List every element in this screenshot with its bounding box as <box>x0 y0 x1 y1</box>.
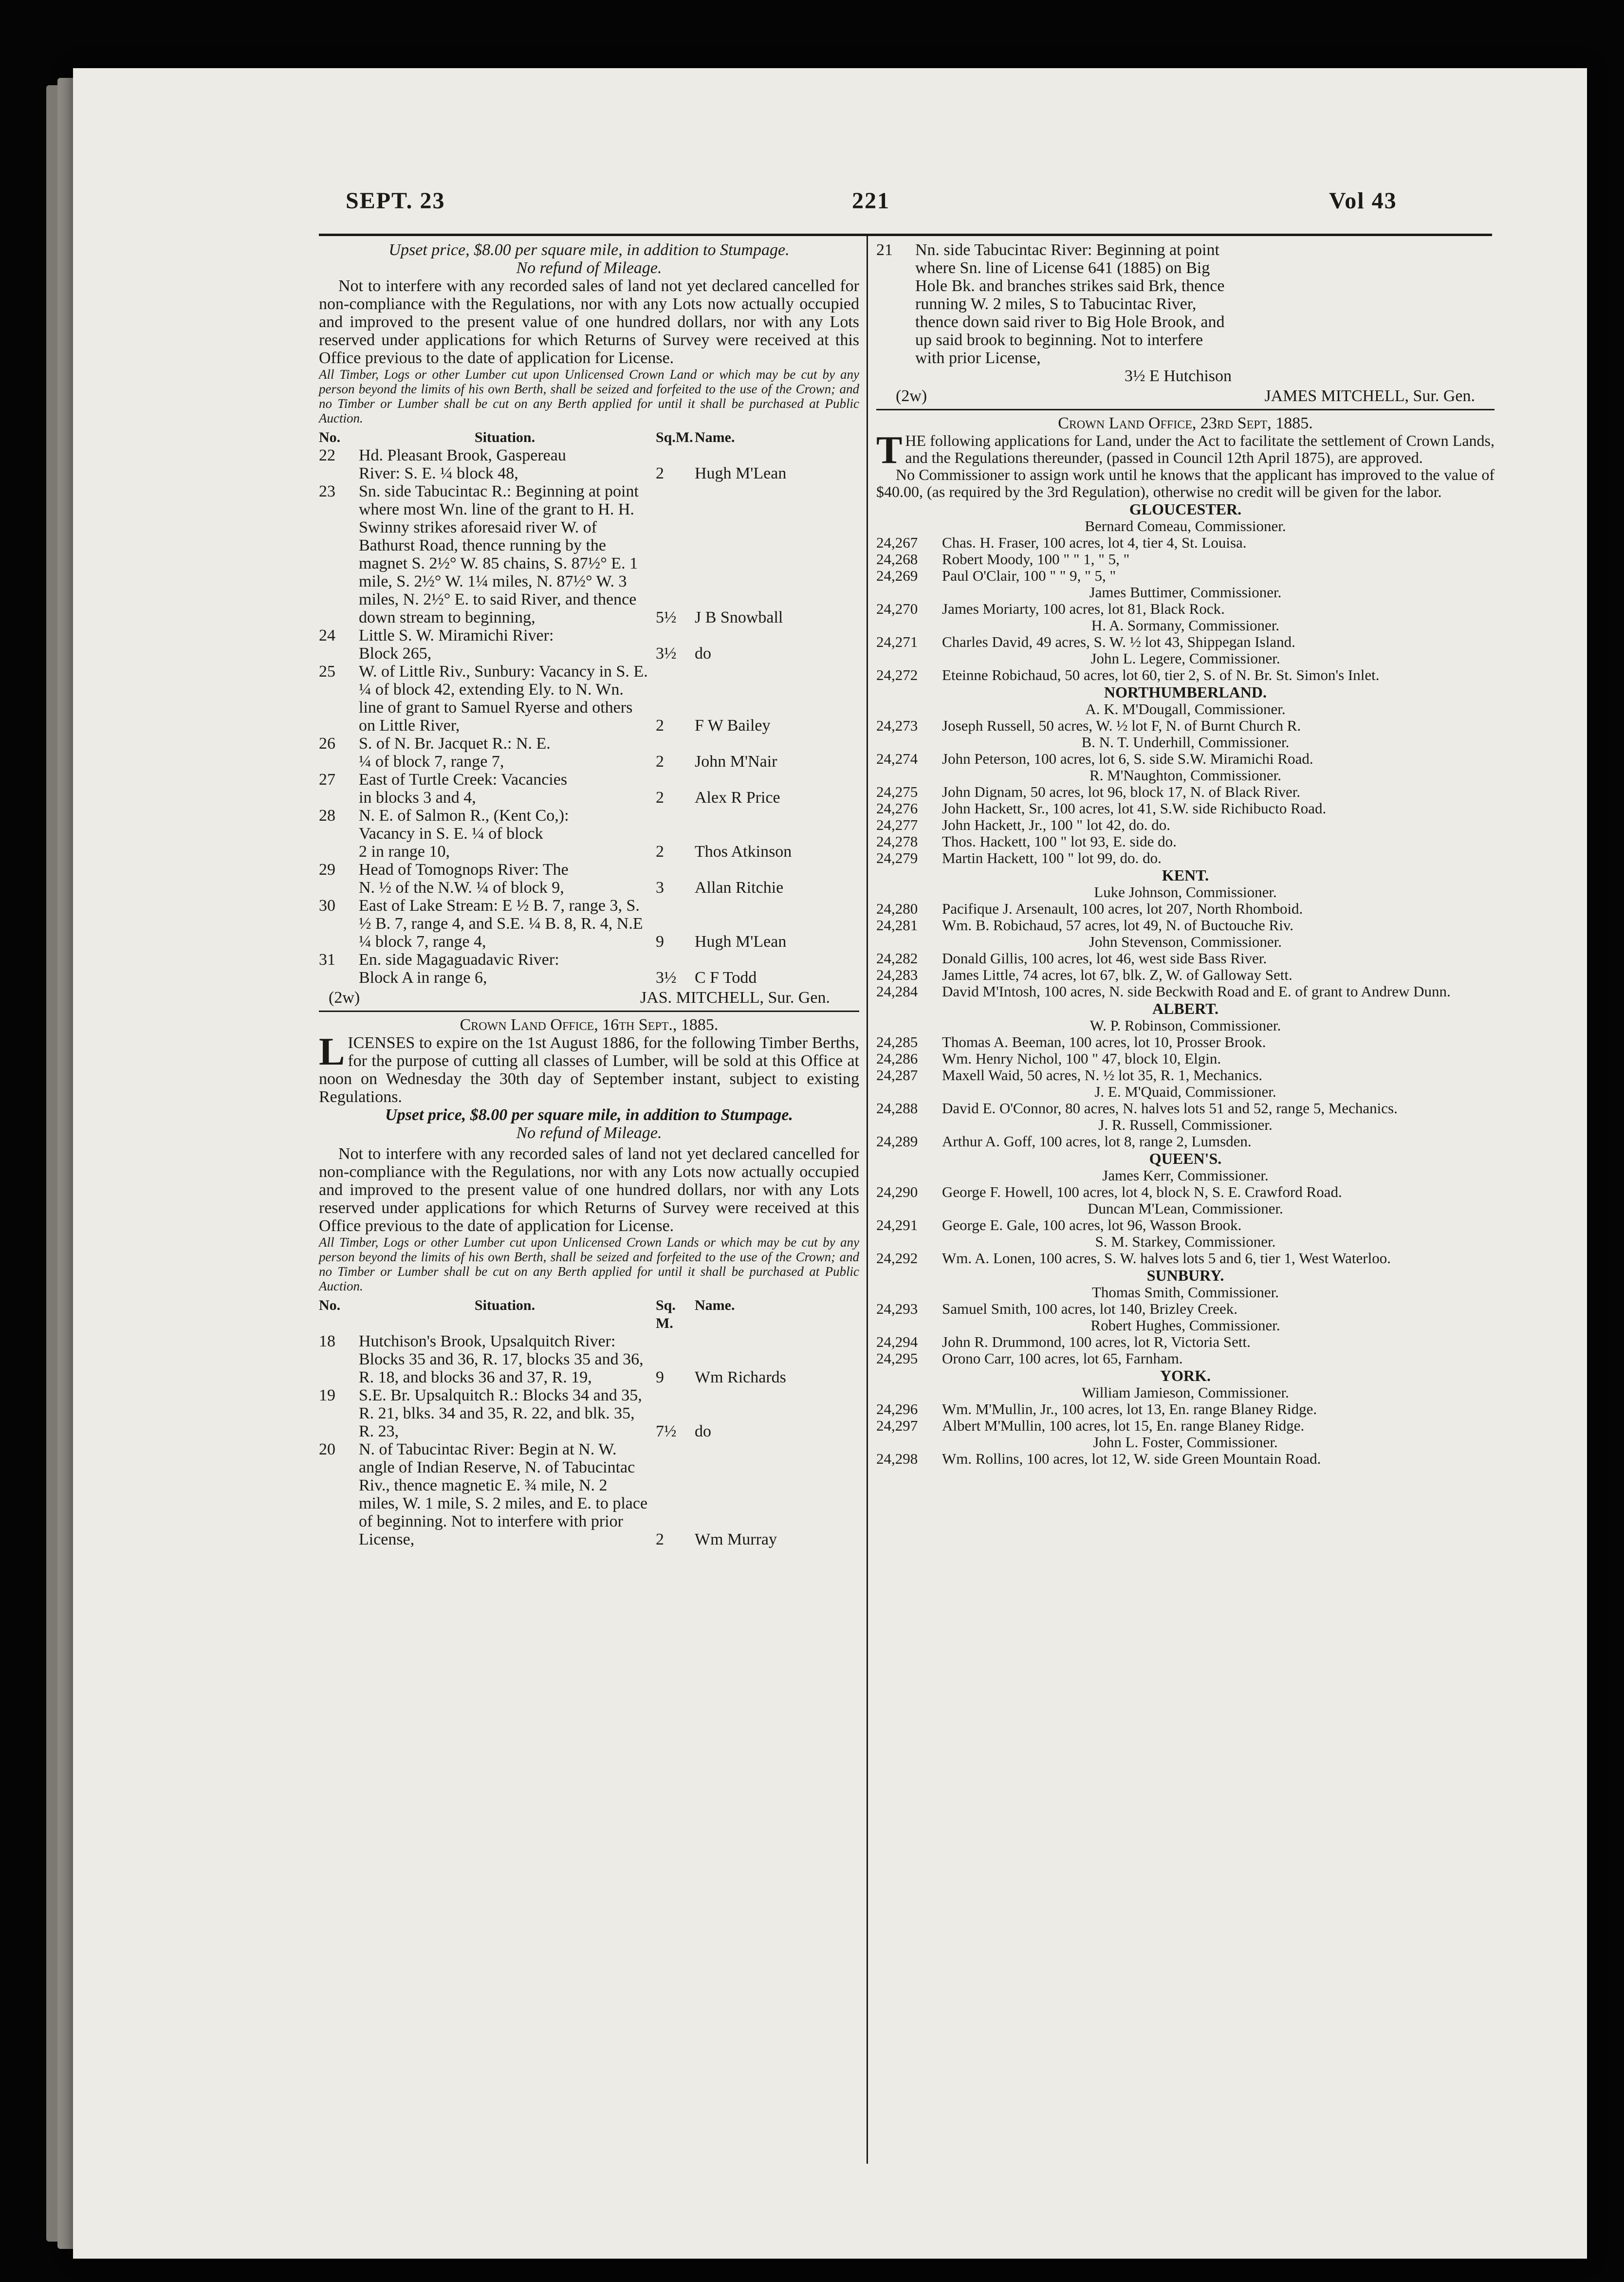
row-sqm: 2 <box>656 753 664 771</box>
berth-table-2 <box>319 1296 859 1548</box>
row-situation: W. of Little Riv., Sunbury: Vacancy in S. E. ¼ of block 42, extending Ely. to N. Wn. line of grant to Samuel Ryerse and others on Little River, <box>359 663 648 735</box>
application-no: 24,274 <box>876 750 918 767</box>
application-row <box>876 1350 1495 1367</box>
application-no: 24,277 <box>876 816 918 833</box>
application-text: Eteinne Robichaud, 50 acres, lot 60, tier 2, S. of N. Br. St. Simon's Inlet. <box>942 666 1380 683</box>
application-row <box>876 950 1495 967</box>
application-row <box>876 1334 1495 1350</box>
application-text: Pacifique J. Arsenault, 100 acres, lot 207, North Rhomboid. <box>942 900 1303 917</box>
applications-notice <box>876 429 1495 472</box>
application-no: 24,291 <box>876 1216 918 1233</box>
berth-sqm: 3½ <box>1124 367 1145 385</box>
row-sqm: 3 <box>656 879 664 897</box>
application-text: Orono Carr, 100 acres, lot 65, Farnham. <box>942 1350 1183 1367</box>
application-no: 24,285 <box>876 1033 918 1050</box>
application-text: James Moriarty, 100 acres, lot 81, Black Rock. <box>942 600 1225 617</box>
application-no: 24,288 <box>876 1100 918 1117</box>
county-heading: ALBERT. <box>1152 1000 1219 1017</box>
signature-line-2 <box>876 387 1495 405</box>
commissioner-name: W. P. Robinson, Commissioner. <box>1089 1017 1281 1034</box>
application-row <box>876 718 1495 734</box>
row-sqm: 2 <box>656 1530 664 1548</box>
volume-label: Vol 43 <box>1329 188 1397 214</box>
berth-name: E Hutchison <box>1149 367 1232 385</box>
row-no: 24 <box>319 626 335 644</box>
application-row <box>876 1401 1495 1417</box>
row-no: 22 <box>319 446 335 464</box>
application-no: 24,275 <box>876 783 918 800</box>
county-heading: QUEEN'S. <box>1149 1150 1222 1167</box>
row-sqm: 7½ <box>656 1422 677 1440</box>
commissioner-name: William Jamieson, Commissioner. <box>1082 1384 1289 1401</box>
row-name: Wm Richards <box>695 1368 786 1386</box>
page-number: 221 <box>852 188 890 214</box>
application-no: 24,286 <box>876 1050 918 1067</box>
no-refund: No refund of Mileage. <box>516 259 662 277</box>
application-row <box>876 551 1495 568</box>
th-no: No. <box>319 429 341 445</box>
application-row <box>876 1217 1495 1233</box>
row-situation: Sn. side Tabucintac R.: Beginning at point where most Wn. line of the grant to H. H. Swinny strikes aforesaid river W. of Bathurst Road, thence running by the magnet S. 2½° W. 85 chains, S. 87½° E. 1 mile, S. 2½° W. 1¼ miles, N. 87½° W. 3 miles, N. 2½° E. to said River, and thence down stream to beginning, <box>359 482 639 626</box>
application-text: Joseph Russell, 50 acres, W. ½ lot F, N. of Burnt Church R. <box>942 717 1301 734</box>
application-no: 24,268 <box>876 551 918 568</box>
commissioner-name: J. R. Russell, Commissioner. <box>1098 1116 1273 1133</box>
application-text: Martin Hackett, 100 " lot 99, do. do. <box>942 849 1162 866</box>
application-row <box>876 1133 1495 1150</box>
row-name: F W Bailey <box>695 717 771 735</box>
row-name: Alex R Price <box>695 789 780 807</box>
application-no: 24,281 <box>876 917 918 934</box>
commissioner-name: Thomas Smith, Commissioner. <box>1091 1284 1279 1301</box>
application-text: George F. Howell, 100 acres, lot 4, block N, S. E. Crawford Road. <box>942 1183 1342 1200</box>
row-sqm: 2 <box>656 843 664 861</box>
application-no: 24,289 <box>876 1133 918 1150</box>
row-situation: N. E. of Salmon R., (Kent Co,): Vacancy in S. E. ¼ of block 2 in range 10, <box>359 807 569 861</box>
application-text: Thos. Hackett, 100 " lot 93, E. side do. <box>942 833 1177 850</box>
drop-cap-2: T <box>876 429 903 472</box>
row-sqm: 2 <box>656 717 664 735</box>
application-text: John Dignam, 50 acres, lot 96, block 17, N. of Black River. <box>942 783 1301 800</box>
signature-code: (2w) <box>329 989 360 1007</box>
th-sqm: Sq.M. <box>656 429 693 445</box>
upset-price-2: Upset price, $8.00 per square mile, in addition to Stumpage. <box>385 1106 793 1124</box>
application-text: Arthur A. Goff, 100 acres, lot 8, range 2, Lumsden. <box>942 1133 1252 1150</box>
application-text: Wm. Rollins, 100 acres, lot 12, W. side Green Mountain Road. <box>942 1450 1321 1467</box>
application-no: 24,279 <box>876 849 918 866</box>
application-no: 24,280 <box>876 900 918 917</box>
row-situation: Head of Tomognops River: The N. ½ of the N.W. ¼ of block 9, <box>359 861 569 897</box>
row-sqm: 5½ <box>656 608 677 626</box>
application-row <box>876 1250 1495 1267</box>
application-text: Wm. B. Robichaud, 57 acres, lot 49, N. of Buctouche Riv. <box>942 917 1294 934</box>
commissioner-name: John Stevenson, Commissioner. <box>1089 933 1282 950</box>
commissioner-paragraph: No Commissioner to assign work until he knows that the applicant has improved to the value of $40.00, (as required by the 3rd Regulation), otherwise no credit will be given for the labor. <box>876 466 1495 500</box>
row-name: Thos Atkinson <box>695 843 792 861</box>
timber-warning: All Timber, Logs or other Lumber cut upon Unlicensed Crown Land or which may be cut by any person beyond the limits of his own Berth, shall be seized and forfeited to the use of the Crown; and no Timber or Lumber shall be cut on any Berth applied for until it shall be purchased at Public Auction. <box>319 367 859 425</box>
row-no: 30 <box>319 897 335 915</box>
application-no: 24,276 <box>876 800 918 817</box>
application-no: 24,273 <box>876 717 918 734</box>
licenses-text: ICENSES to expire on the 1st August 1886, for the following Timber Berths, for the purpose of cutting all classes of Lumber, will be sold at this Office at noon on Wednesday the 30th day of September instant, subject to existing Regulations. <box>319 1034 859 1106</box>
application-row <box>876 1184 1495 1200</box>
application-no: 24,290 <box>876 1183 918 1200</box>
application-row <box>876 917 1495 934</box>
timber-warning-2: All Timber, Logs or other Lumber cut upon Unlicensed Crown Lands or which may be cut by any person beyond the limits of his own Berth, shall be seized and forfeited to the use of the Crown; and no Timber or Lumber shall be cut on any Berth applied for until it shall be purchased at Public Auction. <box>319 1235 859 1293</box>
application-text: Charles David, 49 acres, S. W. ½ lot 43, Shippegan Island. <box>942 633 1295 650</box>
row-sqm: 9 <box>656 933 664 951</box>
row-name: C F Todd <box>695 969 757 987</box>
licenses-notice <box>319 1031 859 1106</box>
th-name: Name. <box>695 429 735 445</box>
row-situation: East of Turtle Creek: Vacancies in blocks 3 and 4, <box>359 771 568 807</box>
drop-cap: L <box>319 1031 345 1073</box>
application-text: Robert Moody, 100 " " 1, " 5, " <box>942 551 1130 568</box>
row-situation: N. of Tabucintac River: Begin at N. W. angle of Indian Reserve, N. of Tabucintac Riv., thence magnetic E. ¾ mile, N. 2 miles, W. 1 mile, S. 2 miles, and E. to place of beginning. Not to interfere with prior License, <box>359 1440 648 1548</box>
application-no: 24,292 <box>876 1250 918 1267</box>
commissioner-name: S. M. Starkey, Commissioner. <box>1095 1233 1276 1250</box>
county-heading: KENT. <box>1162 866 1209 884</box>
row-sqm: 3½ <box>656 969 677 987</box>
row-situation: East of Lake Stream: E ½ B. 7, range 3, S. ½ B. 7, range 4, and S.E. ¼ B. 8, R. 4, N.E ¼ block 7, range 4, <box>359 897 643 951</box>
application-text: David M'Intosh, 100 acres, N. side Beckwith Road and E. of grant to Andrew Dunn. <box>942 983 1451 1000</box>
interfere-paragraph-2: Not to interfere with any recorded sales of land not yet declared cancelled for non-compliance with the Regulations, nor with any Lots now actually occupied and improved to the present value of one hundred dollars, nor with any Lots reserved under applications for which Returns of Survey were received at this Office previous to the date of application for License. <box>319 1145 859 1235</box>
commissioner-name: H. A. Sormany, Commissioner. <box>1091 617 1280 634</box>
application-row <box>876 901 1495 917</box>
application-row <box>876 534 1495 551</box>
application-row <box>876 601 1495 617</box>
divider-rule-2 <box>876 409 1495 410</box>
row-name: do <box>695 644 711 663</box>
column-divider <box>867 236 868 2164</box>
commissioner-name: R. M'Naughton, Commissioner. <box>1089 767 1281 784</box>
application-row <box>876 833 1495 850</box>
application-text: John R. Drummond, 100 acres, lot R, Victoria Sett. <box>942 1333 1251 1350</box>
commissioner-name: Luke Johnson, Commissioner. <box>1094 883 1277 901</box>
application-row <box>876 634 1495 650</box>
application-no: 24,283 <box>876 966 918 983</box>
row-name: Allan Ritchie <box>695 879 784 897</box>
application-text: Albert M'Mullin, 100 acres, lot 15, En. range Blaney Ridge. <box>942 1417 1305 1434</box>
application-no: 24,297 <box>876 1417 918 1434</box>
county-heading: GLOUCESTER. <box>1129 500 1242 518</box>
application-text: John Peterson, 100 acres, lot 6, S. side S.W. Miramichi Road. <box>942 750 1313 767</box>
application-text: Maxell Waid, 50 acres, N. ½ lot 35, R. 1, Mechanics. <box>942 1067 1263 1084</box>
application-no: 24,298 <box>876 1450 918 1467</box>
commissioner-name: Bernard Comeau, Commissioner. <box>1085 517 1286 534</box>
row-no: 31 <box>319 951 335 969</box>
application-row <box>876 784 1495 800</box>
commissioner-name: Robert Hughes, Commissioner. <box>1090 1317 1280 1334</box>
commissioner-name: A. K. M'Dougall, Commissioner. <box>1085 700 1286 718</box>
application-text: John Hackett, Jr., 100 " lot 42, do. do. <box>942 816 1171 833</box>
applications-intro: HE following applications for Land, under the Act to facilitate the settlement of Crown Lands, and the Regulations thereunder, (passed in Council 12th April 1875), are approved. <box>905 432 1495 466</box>
left-column <box>319 241 859 1548</box>
row-name: John M'Nair <box>695 753 777 771</box>
application-row <box>876 751 1495 767</box>
row-situation: Hutchison's Brook, Upsalquitch River: Blocks 35 and 36, R. 17, blocks 35 and 36, R. 18, and blocks 36 and 37, R. 19, <box>359 1332 644 1386</box>
application-no: 24,296 <box>876 1400 918 1417</box>
signature-name-2: JAMES MITCHELL, Sur. Gen. <box>1264 387 1475 405</box>
application-text: Paul O'Clair, 100 " " 9, " 5, " <box>942 567 1116 584</box>
application-no: 24,284 <box>876 983 918 1000</box>
application-no: 24,293 <box>876 1300 918 1317</box>
th-no-2: No. <box>319 1297 341 1313</box>
application-no: 24,287 <box>876 1067 918 1084</box>
row-situation: S. of N. Br. Jacquet R.: N. E. ¼ of block 7, range 7, <box>359 735 551 771</box>
application-row <box>876 850 1495 866</box>
application-no: 24,295 <box>876 1350 918 1367</box>
application-no: 24,270 <box>876 600 918 617</box>
application-row <box>876 1301 1495 1317</box>
row-sqm: 2 <box>656 464 664 482</box>
row-no: 28 <box>319 807 335 825</box>
notice-title-2: Crown Land Office, 23rd Sept, 1885. <box>1058 414 1313 432</box>
application-row <box>876 568 1495 584</box>
row-no: 19 <box>319 1386 335 1404</box>
berth-table <box>319 428 859 987</box>
berth-situation <box>915 241 1232 385</box>
row-name: Hugh M'Lean <box>695 464 787 482</box>
county-heading: SUNBURY. <box>1146 1267 1224 1284</box>
row-no: 25 <box>319 663 335 681</box>
application-row <box>876 1451 1495 1467</box>
application-row <box>876 1417 1495 1434</box>
application-text: Wm. M'Mullin, Jr., 100 acres, lot 13, En. range Blaney Ridge. <box>942 1400 1317 1417</box>
application-text: Thomas A. Beeman, 100 acres, lot 10, Prosser Brook. <box>942 1033 1266 1050</box>
th-situation-2: Situation. <box>474 1297 535 1313</box>
application-row <box>876 800 1495 817</box>
row-sqm: 9 <box>656 1368 664 1386</box>
application-no: 24,282 <box>876 950 918 967</box>
county-heading: YORK. <box>1160 1367 1211 1384</box>
commissioner-name: J. E. M'Quaid, Commissioner. <box>1094 1083 1276 1100</box>
signature-line <box>319 989 859 1007</box>
berth-no: 21 <box>876 241 893 259</box>
application-no: 24,269 <box>876 567 918 584</box>
row-no: 27 <box>319 771 335 789</box>
county-heading: NORTHUMBERLAND. <box>1104 683 1267 701</box>
application-no: 24,272 <box>876 666 918 683</box>
application-text: James Little, 74 acres, lot 67, blk. Z, W. of Galloway Sett. <box>942 966 1292 983</box>
row-name: Hugh M'Lean <box>695 933 787 951</box>
row-name: J B Snowball <box>695 608 783 626</box>
application-no: 24,278 <box>876 833 918 850</box>
row-name: do <box>695 1422 711 1440</box>
applications-list <box>876 500 1495 1467</box>
divider-rule <box>319 1011 859 1012</box>
row-situation: Little S. W. Miramichi River: Block 265, <box>359 626 554 663</box>
no-refund-2: No refund of Mileage. <box>516 1124 662 1142</box>
application-text: Chas. H. Fraser, 100 acres, lot 4, tier 4, St. Louisa. <box>942 534 1247 551</box>
right-column <box>876 241 1495 1467</box>
application-text: Donald Gillis, 100 acres, lot 46, west side Bass River. <box>942 950 1267 967</box>
commissioner-name: John L. Foster, Commissioner. <box>1093 1434 1278 1451</box>
application-text: John Hackett, Sr., 100 acres, lot 41, S.W. side Richibucto Road. <box>942 800 1327 817</box>
application-text: Wm. Henry Nichol, 100 " 47, block 10, Elgin. <box>942 1050 1221 1067</box>
th-sqm-2: Sq. M. <box>656 1297 676 1331</box>
application-row <box>876 667 1495 683</box>
notice-title: Crown Land Office, 16th Sept., 1885. <box>460 1016 719 1034</box>
row-no: 23 <box>319 482 335 500</box>
row-situation: En. side Magaguadavic River: Block A in range 6, <box>359 951 559 987</box>
th-situation: Situation. <box>474 429 535 445</box>
application-row <box>876 1067 1495 1084</box>
application-row <box>876 1100 1495 1117</box>
application-no: 24,294 <box>876 1333 918 1350</box>
row-name: Wm Murray <box>695 1530 777 1548</box>
gazette-page <box>73 68 1587 2259</box>
application-no: 24,271 <box>876 633 918 650</box>
interfere-paragraph: Not to interfere with any recorded sales of land not yet declared cancelled for non-compliance with the Regulations, nor with any Lots now actually occupied and improved to the present value of one hundred dollars, nor with any Lots reserved under applications for which Returns of Survey were received at this Office previous to the date of application for License. <box>319 277 859 367</box>
row-situation: Hd. Pleasant Brook, Gaspereau River: S. E. ¼ block 48, <box>359 446 566 482</box>
header-rule <box>319 234 1492 236</box>
application-row <box>876 983 1495 1000</box>
row-sqm: 3½ <box>656 644 677 663</box>
signature-code-2: (2w) <box>896 387 927 405</box>
row-sqm: 2 <box>656 789 664 807</box>
berth-21 <box>876 241 1495 385</box>
row-no: 18 <box>319 1332 335 1350</box>
row-situation: S.E. Br. Upsalquitch R.: Blocks 34 and 35, R. 21, blks. 34 and 35, R. 22, and blk. 35, R. 23, <box>359 1386 642 1440</box>
application-text: David E. O'Connor, 80 acres, N. halves lots 51 and 52, range 5, Mechanics. <box>942 1100 1398 1117</box>
application-row <box>876 1034 1495 1050</box>
application-text: Samuel Smith, 100 acres, lot 140, Brizley Creek. <box>942 1300 1237 1317</box>
commissioner-name: James Buttimer, Commissioner. <box>1089 584 1282 601</box>
commissioner-name: Duncan M'Lean, Commissioner. <box>1088 1200 1283 1217</box>
commissioner-name: B. N. T. Underhill, Commissioner. <box>1081 734 1290 751</box>
application-row <box>876 817 1495 833</box>
application-no: 24,267 <box>876 534 918 551</box>
commissioner-name: John L. Legere, Commissioner. <box>1090 650 1280 667</box>
row-no: 26 <box>319 735 335 753</box>
commissioner-name: James Kerr, Commissioner. <box>1102 1167 1269 1184</box>
application-row <box>876 967 1495 983</box>
application-row <box>876 1050 1495 1067</box>
berth-situation-text: Nn. side Tabucintac River: Beginning at point where Sn. line of License 641 (1885) on Big Hole Bk. and branches strikes said Brk, thence running W. 2 miles, S to Tabucintac River, thence down said river to Big Hole Brook, and up said brook to beginning. Not to interfere with prior License, <box>915 241 1225 367</box>
upset-price: Upset price, $8.00 per square mile, in addition to Stumpage. <box>388 241 790 259</box>
header-date: SEPT. 23 <box>346 188 445 214</box>
application-text: Wm. A. Lonen, 100 acres, S. W. halves lots 5 and 6, tier 1, West Waterloo. <box>942 1250 1391 1267</box>
application-text: George E. Gale, 100 acres, lot 96, Wasson Brook. <box>942 1216 1242 1233</box>
signature-name: JAS. MITCHELL, Sur. Gen. <box>640 989 830 1007</box>
row-no: 20 <box>319 1440 335 1458</box>
row-no: 29 <box>319 861 335 879</box>
th-name-2: Name. <box>695 1297 735 1313</box>
